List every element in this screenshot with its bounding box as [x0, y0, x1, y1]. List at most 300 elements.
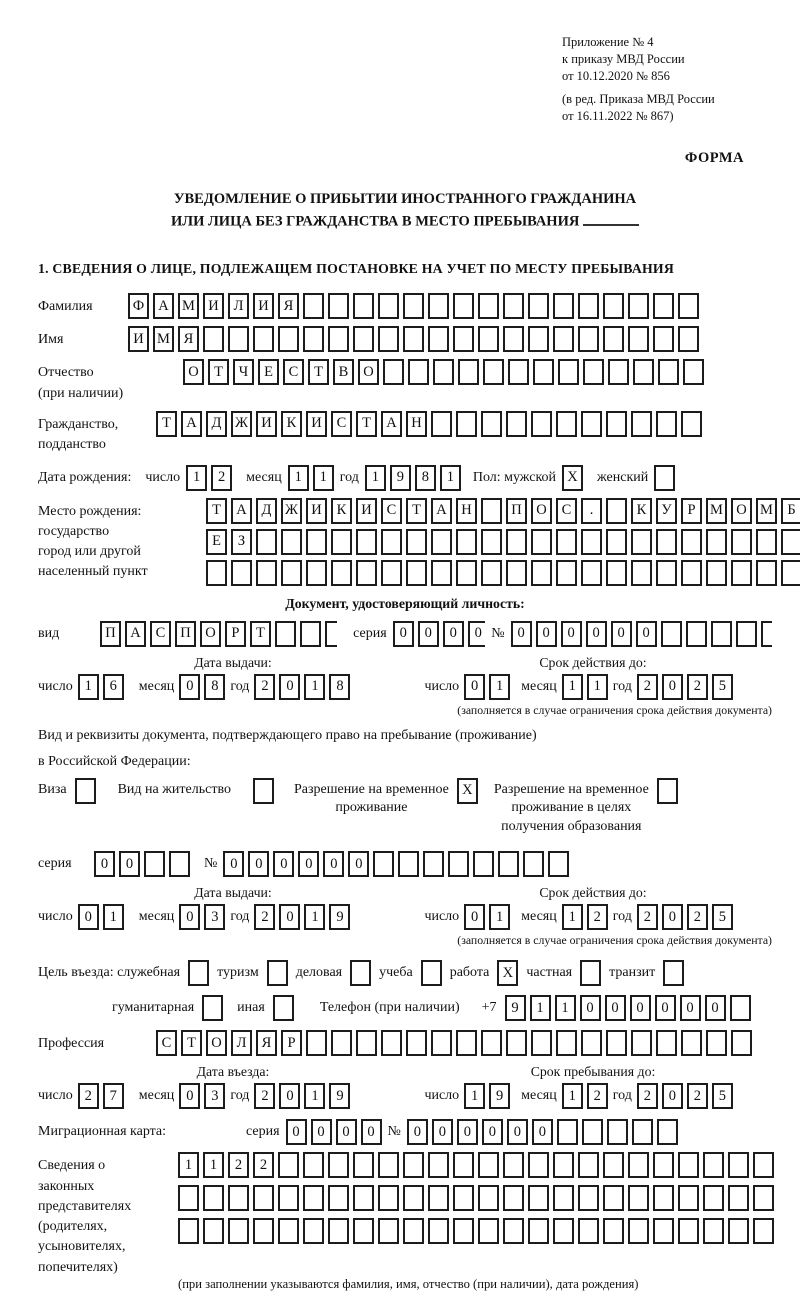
form-cell[interactable] — [548, 851, 569, 877]
form-cell[interactable] — [531, 529, 552, 555]
form-cell[interactable] — [253, 1218, 274, 1244]
form-cell[interactable]: Е — [258, 359, 279, 385]
form-cell[interactable] — [506, 1030, 527, 1056]
form-cell[interactable]: Р — [681, 498, 702, 524]
form-cell[interactable] — [603, 1218, 624, 1244]
form-cell[interactable] — [578, 293, 599, 319]
form-cell[interactable] — [278, 1185, 299, 1211]
form-cell[interactable]: 1 — [365, 465, 386, 491]
form-cell[interactable] — [203, 326, 224, 352]
form-cell[interactable] — [448, 851, 469, 877]
form-cell[interactable]: 5 — [712, 904, 733, 930]
form-cell[interactable] — [730, 995, 751, 1021]
form-cell[interactable] — [228, 1185, 249, 1211]
form-cell[interactable] — [528, 326, 549, 352]
form-cell[interactable] — [628, 1218, 649, 1244]
form-cell[interactable] — [606, 1030, 627, 1056]
form-cell[interactable] — [381, 529, 402, 555]
form-cell[interactable] — [728, 1185, 749, 1211]
form-cell[interactable]: М — [756, 498, 777, 524]
form-cell[interactable] — [558, 359, 579, 385]
form-cell[interactable]: Д — [206, 411, 227, 437]
form-cell[interactable] — [144, 851, 165, 877]
form-cell[interactable]: Я — [256, 1030, 277, 1056]
form-cell[interactable] — [581, 1030, 602, 1056]
form-cell[interactable]: С — [331, 411, 352, 437]
form-cell[interactable]: П — [506, 498, 527, 524]
form-cell[interactable]: 0 — [298, 851, 319, 877]
form-cell[interactable]: 0 — [662, 674, 683, 700]
form-cell[interactable] — [481, 560, 502, 586]
form-cell[interactable] — [531, 1030, 552, 1056]
form-cell[interactable]: 2 — [78, 1083, 99, 1109]
form-cell[interactable]: 2 — [587, 1083, 608, 1109]
form-cell[interactable] — [681, 560, 702, 586]
form-cell[interactable] — [553, 1185, 574, 1211]
form-cell[interactable] — [453, 293, 474, 319]
form-cell[interactable]: 0 — [407, 1119, 428, 1145]
form-cell[interactable] — [556, 1030, 577, 1056]
form-cell[interactable]: 3 — [204, 1083, 225, 1109]
form-cell[interactable]: К — [631, 498, 652, 524]
form-cell[interactable] — [331, 1030, 352, 1056]
form-cell[interactable]: 1 — [464, 1083, 485, 1109]
form-cell[interactable] — [75, 778, 96, 804]
form-cell[interactable]: 2 — [254, 1083, 275, 1109]
form-cell[interactable]: 0 — [586, 621, 607, 647]
form-cell[interactable]: А — [381, 411, 402, 437]
form-cell[interactable] — [628, 1152, 649, 1178]
form-cell[interactable] — [253, 326, 274, 352]
form-cell[interactable] — [306, 560, 327, 586]
form-cell[interactable]: 0 — [457, 1119, 478, 1145]
form-cell[interactable] — [278, 326, 299, 352]
form-cell[interactable] — [453, 1185, 474, 1211]
form-cell[interactable] — [606, 560, 627, 586]
form-cell[interactable] — [661, 621, 682, 647]
form-cell[interactable] — [383, 359, 404, 385]
form-cell[interactable] — [556, 411, 577, 437]
form-cell[interactable]: 0 — [580, 995, 601, 1021]
form-cell[interactable] — [678, 1185, 699, 1211]
form-cell[interactable] — [306, 1030, 327, 1056]
form-cell[interactable]: 2 — [254, 904, 275, 930]
form-cell[interactable]: 2 — [228, 1152, 249, 1178]
form-cell[interactable]: К — [331, 498, 352, 524]
form-cell[interactable] — [433, 359, 454, 385]
form-cell[interactable]: Т — [206, 498, 227, 524]
form-cell[interactable]: 1 — [103, 904, 124, 930]
form-cell[interactable]: 1 — [562, 674, 583, 700]
form-cell[interactable]: О — [731, 498, 752, 524]
form-cell[interactable]: . — [581, 498, 602, 524]
form-cell[interactable] — [325, 621, 337, 647]
form-cell[interactable]: 2 — [253, 1152, 274, 1178]
form-cell[interactable] — [378, 326, 399, 352]
form-cell[interactable]: 0 — [119, 851, 140, 877]
form-cell[interactable] — [703, 1152, 724, 1178]
form-cell[interactable] — [356, 529, 377, 555]
form-cell[interactable]: X — [562, 465, 583, 491]
form-cell[interactable]: 0 — [286, 1119, 307, 1145]
form-cell[interactable]: 0 — [662, 1083, 683, 1109]
form-cell[interactable]: 0 — [468, 621, 486, 647]
form-cell[interactable]: 1 — [562, 904, 583, 930]
form-cell[interactable]: 0 — [279, 674, 300, 700]
form-cell[interactable]: 9 — [390, 465, 411, 491]
form-cell[interactable] — [231, 560, 252, 586]
form-cell[interactable]: С — [556, 498, 577, 524]
form-cell[interactable]: М — [153, 326, 174, 352]
form-cell[interactable] — [428, 1218, 449, 1244]
form-cell[interactable] — [256, 560, 277, 586]
form-cell[interactable] — [188, 960, 209, 986]
form-cell[interactable] — [681, 411, 702, 437]
form-cell[interactable] — [353, 293, 374, 319]
form-cell[interactable]: 0 — [507, 1119, 528, 1145]
form-cell[interactable]: Л — [231, 1030, 252, 1056]
form-cell[interactable]: 1 — [304, 904, 325, 930]
form-cell[interactable]: Я — [278, 293, 299, 319]
form-cell[interactable]: 2 — [687, 1083, 708, 1109]
form-cell[interactable]: 0 — [630, 995, 651, 1021]
form-cell[interactable]: У — [656, 498, 677, 524]
form-cell[interactable] — [628, 1185, 649, 1211]
form-cell[interactable]: 0 — [532, 1119, 553, 1145]
form-cell[interactable] — [506, 560, 527, 586]
form-cell[interactable]: Д — [256, 498, 277, 524]
form-cell[interactable] — [428, 1185, 449, 1211]
form-cell[interactable] — [528, 1152, 549, 1178]
form-cell[interactable]: Т — [208, 359, 229, 385]
form-cell[interactable] — [275, 621, 296, 647]
form-cell[interactable] — [578, 326, 599, 352]
form-cell[interactable] — [273, 995, 294, 1021]
form-cell[interactable]: С — [150, 621, 171, 647]
form-cell[interactable] — [303, 1218, 324, 1244]
form-cell[interactable] — [478, 1218, 499, 1244]
form-cell[interactable] — [256, 529, 277, 555]
form-cell[interactable] — [456, 411, 477, 437]
form-cell[interactable] — [653, 326, 674, 352]
form-cell[interactable] — [481, 1030, 502, 1056]
form-cell[interactable]: 2 — [687, 674, 708, 700]
form-cell[interactable]: 2 — [637, 904, 658, 930]
form-cell[interactable] — [678, 1152, 699, 1178]
form-cell[interactable] — [553, 1218, 574, 1244]
form-cell[interactable]: 1 — [489, 674, 510, 700]
form-cell[interactable] — [556, 560, 577, 586]
form-cell[interactable] — [553, 1152, 574, 1178]
form-cell[interactable]: З — [231, 529, 252, 555]
form-cell[interactable] — [678, 326, 699, 352]
form-cell[interactable]: И — [128, 326, 149, 352]
form-cell[interactable]: О — [200, 621, 221, 647]
form-cell[interactable] — [557, 1119, 578, 1145]
form-cell[interactable]: 0 — [536, 621, 557, 647]
form-cell[interactable] — [303, 1185, 324, 1211]
form-cell[interactable] — [678, 293, 699, 319]
form-cell[interactable] — [228, 1218, 249, 1244]
form-cell[interactable] — [728, 1152, 749, 1178]
form-cell[interactable]: И — [203, 293, 224, 319]
form-cell[interactable]: Т — [406, 498, 427, 524]
form-cell[interactable]: Я — [178, 326, 199, 352]
form-cell[interactable] — [606, 529, 627, 555]
form-cell[interactable] — [253, 1185, 274, 1211]
form-cell[interactable] — [378, 1185, 399, 1211]
form-cell[interactable]: 0 — [273, 851, 294, 877]
form-cell[interactable] — [633, 359, 654, 385]
form-cell[interactable]: 8 — [329, 674, 350, 700]
form-cell[interactable] — [406, 1030, 427, 1056]
form-cell[interactable]: 0 — [279, 904, 300, 930]
form-cell[interactable]: 0 — [611, 621, 632, 647]
form-cell[interactable] — [398, 851, 419, 877]
form-cell[interactable]: 1 — [78, 674, 99, 700]
form-cell[interactable] — [731, 1030, 752, 1056]
form-cell[interactable] — [528, 1218, 549, 1244]
form-cell[interactable]: 1 — [562, 1083, 583, 1109]
form-cell[interactable] — [478, 1152, 499, 1178]
form-cell[interactable] — [658, 359, 679, 385]
form-cell[interactable] — [606, 498, 627, 524]
form-cell[interactable] — [453, 1218, 474, 1244]
form-cell[interactable] — [531, 560, 552, 586]
form-cell[interactable] — [681, 1030, 702, 1056]
form-cell[interactable] — [428, 326, 449, 352]
form-cell[interactable] — [781, 560, 800, 586]
form-cell[interactable] — [553, 293, 574, 319]
form-cell[interactable] — [328, 293, 349, 319]
form-cell[interactable]: Б — [781, 498, 800, 524]
form-cell[interactable]: 0 — [464, 674, 485, 700]
form-cell[interactable] — [686, 621, 707, 647]
form-cell[interactable] — [458, 359, 479, 385]
form-cell[interactable]: И — [256, 411, 277, 437]
form-cell[interactable] — [378, 293, 399, 319]
form-cell[interactable] — [653, 1152, 674, 1178]
form-cell[interactable]: Т — [156, 411, 177, 437]
form-cell[interactable]: 5 — [712, 1083, 733, 1109]
form-cell[interactable]: 0 — [418, 621, 439, 647]
form-cell[interactable] — [353, 326, 374, 352]
form-cell[interactable]: 0 — [348, 851, 369, 877]
form-cell[interactable]: 1 — [178, 1152, 199, 1178]
form-cell[interactable] — [478, 1185, 499, 1211]
form-cell[interactable] — [169, 851, 190, 877]
form-cell[interactable]: 0 — [511, 621, 532, 647]
form-cell[interactable] — [353, 1185, 374, 1211]
form-cell[interactable] — [206, 560, 227, 586]
form-cell[interactable]: Ж — [231, 411, 252, 437]
form-cell[interactable] — [478, 326, 499, 352]
form-cell[interactable]: М — [706, 498, 727, 524]
form-cell[interactable]: 0 — [561, 621, 582, 647]
form-cell[interactable] — [378, 1218, 399, 1244]
form-cell[interactable] — [553, 326, 574, 352]
form-cell[interactable] — [456, 560, 477, 586]
form-cell[interactable]: 2 — [587, 904, 608, 930]
form-cell[interactable] — [731, 560, 752, 586]
form-cell[interactable] — [356, 560, 377, 586]
form-cell[interactable] — [253, 778, 274, 804]
form-cell[interactable] — [761, 621, 772, 647]
form-cell[interactable]: X — [457, 778, 478, 804]
form-cell[interactable] — [453, 326, 474, 352]
form-cell[interactable]: 6 — [103, 674, 124, 700]
form-cell[interactable] — [631, 1030, 652, 1056]
form-cell[interactable]: 0 — [655, 995, 676, 1021]
form-cell[interactable]: П — [175, 621, 196, 647]
form-cell[interactable]: 2 — [211, 465, 232, 491]
form-cell[interactable] — [378, 1152, 399, 1178]
form-cell[interactable] — [608, 359, 629, 385]
form-cell[interactable] — [528, 1185, 549, 1211]
form-cell[interactable] — [456, 529, 477, 555]
form-cell[interactable] — [581, 411, 602, 437]
form-cell[interactable] — [606, 411, 627, 437]
form-cell[interactable] — [506, 411, 527, 437]
form-cell[interactable]: О — [358, 359, 379, 385]
form-cell[interactable]: С — [381, 498, 402, 524]
form-cell[interactable] — [328, 1218, 349, 1244]
form-cell[interactable]: И — [253, 293, 274, 319]
form-cell[interactable]: Л — [228, 293, 249, 319]
form-cell[interactable] — [678, 1218, 699, 1244]
form-cell[interactable] — [631, 411, 652, 437]
form-cell[interactable] — [533, 359, 554, 385]
form-cell[interactable]: 3 — [204, 904, 225, 930]
form-cell[interactable] — [603, 293, 624, 319]
form-cell[interactable] — [473, 851, 494, 877]
form-cell[interactable]: И — [306, 498, 327, 524]
form-cell[interactable] — [503, 1152, 524, 1178]
form-cell[interactable]: 1 — [530, 995, 551, 1021]
form-cell[interactable]: 0 — [323, 851, 344, 877]
form-cell[interactable] — [328, 326, 349, 352]
form-cell[interactable] — [403, 1152, 424, 1178]
form-cell[interactable]: И — [306, 411, 327, 437]
form-cell[interactable] — [706, 1030, 727, 1056]
form-cell[interactable]: 0 — [179, 904, 200, 930]
form-cell[interactable]: Н — [406, 411, 427, 437]
form-cell[interactable]: 0 — [680, 995, 701, 1021]
form-cell[interactable] — [756, 529, 777, 555]
form-cell[interactable]: 0 — [248, 851, 269, 877]
form-cell[interactable]: 0 — [223, 851, 244, 877]
form-cell[interactable] — [654, 465, 675, 491]
form-cell[interactable] — [581, 560, 602, 586]
form-cell[interactable]: 0 — [179, 674, 200, 700]
form-cell[interactable] — [632, 1119, 653, 1145]
form-cell[interactable]: 0 — [705, 995, 726, 1021]
form-cell[interactable]: 0 — [605, 995, 626, 1021]
form-cell[interactable] — [603, 326, 624, 352]
form-cell[interactable]: А — [125, 621, 146, 647]
form-cell[interactable]: Т — [181, 1030, 202, 1056]
form-cell[interactable] — [578, 1218, 599, 1244]
form-cell[interactable] — [581, 529, 602, 555]
form-cell[interactable]: 8 — [204, 674, 225, 700]
form-cell[interactable] — [328, 1185, 349, 1211]
form-cell[interactable] — [483, 359, 504, 385]
form-cell[interactable] — [481, 411, 502, 437]
form-cell[interactable] — [711, 621, 732, 647]
form-cell[interactable]: 1 — [203, 1152, 224, 1178]
form-cell[interactable] — [306, 529, 327, 555]
form-cell[interactable] — [503, 326, 524, 352]
form-cell[interactable] — [431, 411, 452, 437]
form-cell[interactable] — [423, 851, 444, 877]
form-cell[interactable] — [203, 1185, 224, 1211]
form-cell[interactable] — [753, 1218, 774, 1244]
form-cell[interactable]: А — [231, 498, 252, 524]
form-cell[interactable]: 0 — [482, 1119, 503, 1145]
form-cell[interactable] — [631, 529, 652, 555]
form-cell[interactable]: С — [283, 359, 304, 385]
form-cell[interactable] — [528, 293, 549, 319]
form-cell[interactable]: 1 — [440, 465, 461, 491]
form-cell[interactable]: 1 — [186, 465, 207, 491]
form-cell[interactable] — [278, 1218, 299, 1244]
form-cell[interactable] — [580, 960, 601, 986]
form-cell[interactable] — [403, 293, 424, 319]
form-cell[interactable] — [582, 1119, 603, 1145]
form-cell[interactable]: Н — [456, 498, 477, 524]
form-cell[interactable] — [428, 1152, 449, 1178]
form-cell[interactable] — [781, 529, 800, 555]
form-cell[interactable] — [281, 560, 302, 586]
form-cell[interactable] — [603, 1152, 624, 1178]
form-cell[interactable] — [373, 851, 394, 877]
form-cell[interactable]: 0 — [636, 621, 657, 647]
form-cell[interactable]: 0 — [179, 1083, 200, 1109]
form-cell[interactable] — [303, 326, 324, 352]
form-cell[interactable] — [331, 529, 352, 555]
form-cell[interactable] — [267, 960, 288, 986]
form-cell[interactable] — [703, 1218, 724, 1244]
form-cell[interactable] — [421, 960, 442, 986]
form-cell[interactable] — [503, 293, 524, 319]
form-cell[interactable]: А — [153, 293, 174, 319]
form-cell[interactable]: 8 — [415, 465, 436, 491]
form-cell[interactable] — [481, 498, 502, 524]
form-cell[interactable]: 0 — [393, 621, 414, 647]
form-cell[interactable]: Р — [281, 1030, 302, 1056]
form-cell[interactable] — [353, 1218, 374, 1244]
form-cell[interactable]: Ч — [233, 359, 254, 385]
form-cell[interactable]: 2 — [637, 1083, 658, 1109]
form-cell[interactable] — [657, 778, 678, 804]
form-cell[interactable] — [531, 411, 552, 437]
form-cell[interactable]: О — [206, 1030, 227, 1056]
form-cell[interactable] — [628, 293, 649, 319]
form-cell[interactable] — [657, 1119, 678, 1145]
form-cell[interactable] — [228, 326, 249, 352]
form-cell[interactable] — [403, 326, 424, 352]
form-cell[interactable] — [753, 1152, 774, 1178]
form-cell[interactable]: 1 — [489, 904, 510, 930]
form-cell[interactable]: Ф — [128, 293, 149, 319]
form-cell[interactable]: В — [333, 359, 354, 385]
form-cell[interactable]: 2 — [254, 674, 275, 700]
form-cell[interactable] — [203, 1218, 224, 1244]
form-cell[interactable] — [350, 960, 371, 986]
form-cell[interactable]: 1 — [304, 1083, 325, 1109]
form-cell[interactable]: Т — [308, 359, 329, 385]
form-cell[interactable] — [178, 1185, 199, 1211]
